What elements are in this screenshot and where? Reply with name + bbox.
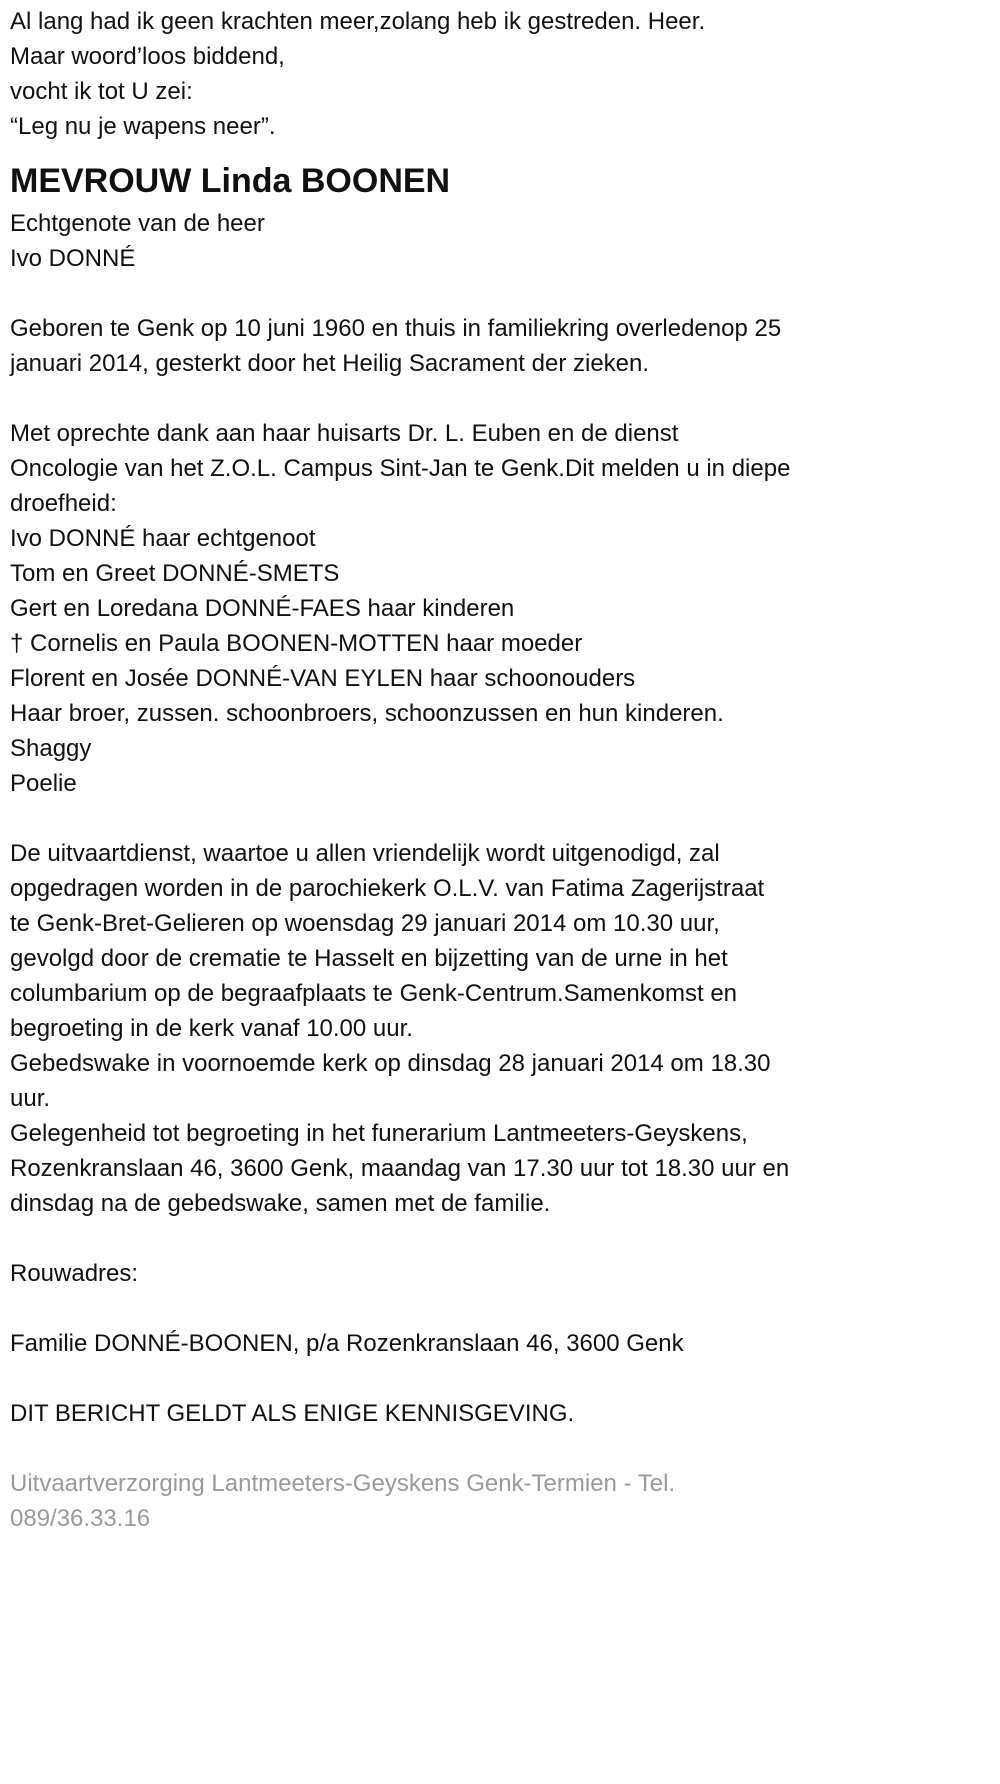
family-line: Ivo DONNÉ haar echtgenoot: [10, 525, 316, 552]
spouse-line: Ivo DONNÉ: [10, 245, 136, 272]
service-line: begroeting in de kerk vanaf 10.00 uur.: [10, 1015, 413, 1042]
service-line: Gebedswake in voornoemde kerk op dinsdag 28 januari 2014 om 18.30: [10, 1050, 771, 1077]
service-info: [10, 836, 1000, 1221]
poem-line: “Leg nu je wapens neer”.: [10, 113, 276, 140]
birth-line: januari 2014, gesterkt door het Heilig Sacrament der zieken.: [10, 350, 650, 377]
address: Familie DONNÉ-BOONEN, p/a Rozenkranslaan 46, 3600 Genk: [10, 1330, 684, 1357]
family-list: [10, 416, 1000, 801]
spouse-line: Echtgenote van de heer: [10, 210, 265, 237]
footer-line: 089/36.33.16: [10, 1505, 151, 1532]
service-line: dinsdag na de gebedswake, samen met de familie.: [10, 1190, 551, 1217]
family-line: † Cornelis en Paula BOONEN-MOTTEN haar moeder: [10, 630, 583, 657]
footer-line: Uitvaartverzorging Lantmeeters-Geyskens Genk-Termien - Tel.: [10, 1470, 676, 1497]
service-line: te Genk-Bret-Gelieren op woensdag 29 januari 2014 om 10.30 uur,: [10, 910, 720, 937]
address-label: Rouwadres:: [10, 1260, 139, 1287]
family-line: droefheid:: [10, 490, 117, 517]
service-line: uur.: [10, 1085, 51, 1112]
deceased-name: MEVROUW Linda BOONEN: [10, 162, 451, 200]
funeral-home-footer: [10, 1466, 1000, 1536]
family-line: Poelie: [10, 770, 77, 797]
family-line: Gert en Loredana DONNÉ-FAES haar kinderen: [10, 595, 515, 622]
service-line: Rozenkranslaan 46, 3600 Genk, maandag van 17.30 uur tot 18.30 uur en: [10, 1155, 790, 1182]
poem-line: Al lang had ik geen krachten meer,zolang heb ik gestreden. Heer.: [10, 8, 706, 35]
service-line: gevolgd door de crematie te Hasselt en bijzetting van de urne in het: [10, 945, 728, 972]
family-line: Oncologie van het Z.O.L. Campus Sint-Jan te Genk.Dit melden u in diepe: [10, 455, 791, 482]
family-line: Florent en Josée DONNÉ-VAN EYLEN haar schoonouders: [10, 665, 636, 692]
family-line: Met oprechte dank aan haar huisarts Dr. L. Euben en de dienst: [10, 420, 679, 447]
notice: DIT BERICHT GELDT ALS ENIGE KENNISGEVING.: [10, 1400, 575, 1427]
service-line: De uitvaartdienst, waartoe u allen vriendelijk wordt uitgenodigd, zal: [10, 840, 720, 867]
poem: [10, 4, 1000, 144]
family-line: Tom en Greet DONNÉ-SMETS: [10, 560, 340, 587]
family-line: Shaggy: [10, 735, 92, 762]
birth-line: Geboren te Genk op 10 juni 1960 en thuis in familiekring overledenop 25: [10, 315, 782, 342]
poem-line: vocht ik tot U zei:: [10, 78, 193, 105]
service-line: columbarium op de begraafplaats te Genk-Centrum.Samenkomst en: [10, 980, 738, 1007]
service-line: opgedragen worden in de parochiekerk O.L.V. van Fatima Zagerijstraat: [10, 875, 765, 902]
service-line: Gelegenheid tot begroeting in het funerarium Lantmeeters-Geyskens,: [10, 1120, 748, 1147]
family-line: Haar broer, zussen. schoonbroers, schoonzussen en hun kinderen.: [10, 700, 724, 727]
poem-line: Maar woord’loos biddend,: [10, 43, 285, 70]
